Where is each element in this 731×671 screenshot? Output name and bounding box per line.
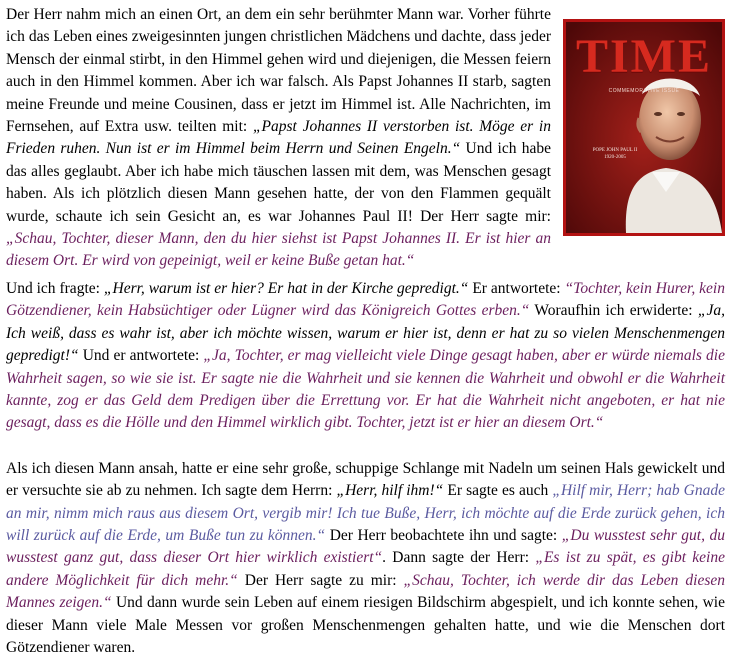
paragraph-2-seg-6: „Ja, Ich weiß, dass es wahr ist, aber ich möchte wissen, warum er hier ist, denn er hat zu so vielen Menschenmengen gepredigt!“ — [6, 302, 725, 365]
paragraph-3-seg-4: „Hilf mir, Herr; hab Gnade an mir, nimm mich raus aus diesem Ort, vergib mir! Ich tue Buße, Herr, ich möchte auf die Erde zurück gehen, ich will zurück auf die Erde, um Buße tun zu können.“ — [6, 482, 725, 545]
paragraph-3-seg-7: . Dann sagte der Herr: — [382, 549, 536, 567]
cover-caption-years: 1920-2005 — [604, 155, 626, 160]
paragraph-3 — [6, 458, 725, 660]
paragraph-2-seg-1: Und ich fragte: — [6, 280, 104, 297]
paragraph-1-seg-4: „Schau, Tochter, dieser Mann, den du hier siehst ist Papst Johannes II. Er ist hier an diesem Ort. Er wird von gepeinigt, weil er keine Buße getan hat.“ — [6, 230, 551, 270]
paragraph-3-seg-2: „Herr, hilf ihm!“ — [336, 482, 444, 500]
paragraph-2-seg-7: Und er antwortete: — [78, 347, 204, 365]
paragraph-3-seg-6: „Du wusstest sehr gut, du wusstest ganz gut, dass dieser Ort hier wirklich existiert“ — [6, 527, 725, 567]
paragraph-3-seg-3: Er sagte es auch — [443, 482, 553, 500]
cover-caption-name: POPE JOHN PAUL II — [592, 148, 638, 153]
paragraph-2-seg-5: Woraufhin ich erwiderte: — [529, 302, 698, 320]
cover-issue-label: COMMEMORATIVE ISSUE — [608, 88, 680, 94]
paragraph-2-seg-3: Er antwortete: — [468, 280, 565, 297]
paragraph-3-seg-9: Der Herr sagte zu mir: — [237, 571, 404, 589]
paragraph-2 — [6, 278, 725, 435]
paragraph-1-seg-1: Der Herr nahm mich an einen Ort, an dem ein sehr berühmter Mann war. Vorher führte ich das Leben eines zweigesinnten jungen christlichen Mädchens und dachte, dass jeder Mensch der einmal stirbt, in den Himmel gehen wird und diejenigen, die Messen feiern auch in den Himmel kommen. Aber ich war falsch. Als Papst Johannes II starb, sagten meine Freunde und meine Cousinen, dass er jetzt im Himmel ist. Alle Nachrichten, im Fernsehen, auf Extra usw. teilten mit: — [6, 6, 551, 136]
paragraph-3-seg-5: Der Herr beobachtete ihn und sagte: — [325, 527, 562, 545]
paragraph-3-seg-11: Und dann wurde sein Leben auf einem riesigen Bildschirm abgespielt, und ich konnte sehen, wie dieser Mann viele Male Messen vor großen Menschenmengen gehalten hatte, und wie die Menschen dort Götzendiener waren. — [6, 594, 725, 657]
paragraph-3-seg-10: „Schau, Tochter, ich werde dir das Leben diesen Mannes zeigen.“ — [6, 571, 725, 612]
time-masthead: TIME — [575, 30, 712, 83]
cover-caption — [586, 147, 644, 161]
paragraph-1-seg-3: Und ich habe das alles geglaubt. Aber ich habe mich täuschen lassen mit dem, was Menschen gesagt haben. Als ich plötzlich diesen Mann gesehen hatte, der von den Flammen gequält wurde, schaute ich sein Gesicht an, es war Johannes Paul II! Der Herr sagte mir: — [6, 140, 551, 225]
paragraph-1-seg-2: „Papst Johannes II verstorben ist. Möge er in Frieden ruhen. Nun ist er im Himmel beim Herrn und Seinen Engeln.“ — [6, 118, 551, 158]
paragraph-3-seg-8: „Es ist zu spät, es gibt keine andere Möglichkeit für dich mehr.“ — [6, 549, 725, 589]
paragraph-2-seg-8: „Ja, Tochter, er mag vielleicht viele Dinge gesagt haben, aber er würde niemals die Wahrheit sagen, so wie sie ist. Er sagte nie die Wahrheit und sie kennen die Wahrheit und obwohl er die Wahrheit kannte, zog er das Geld dem Predigen über die Errettung vor. Er hat die Wahrheit nicht angeboten, er hat nie gesagt, dass es die Hölle und den Himmel wirklich gibt. Tochter, jetzt ist er hier an diesem Ort.“ — [6, 347, 725, 432]
paragraph-3-seg-1: Als ich diesen Mann ansah, hatte er eine sehr große, schuppige Schlange mit Nadeln um seinen Hals gewickelt und er versuchte sie ab zu nehmen. Ich sagte dem Herrn: — [6, 459, 725, 500]
paragraph-2-seg-4: “Tochter, kein Hurer, kein Götzendiener, kein Habsüchtiger oder Lügner wird das Königreich Gottes erben.“ — [6, 280, 725, 320]
paragraph-1 — [6, 4, 725, 270]
time-cover-image — [563, 19, 725, 236]
paragraph-2-seg-2: „Herr, warum ist er hier? Er hat in der Kirche gepredigt.“ — [103, 280, 469, 297]
